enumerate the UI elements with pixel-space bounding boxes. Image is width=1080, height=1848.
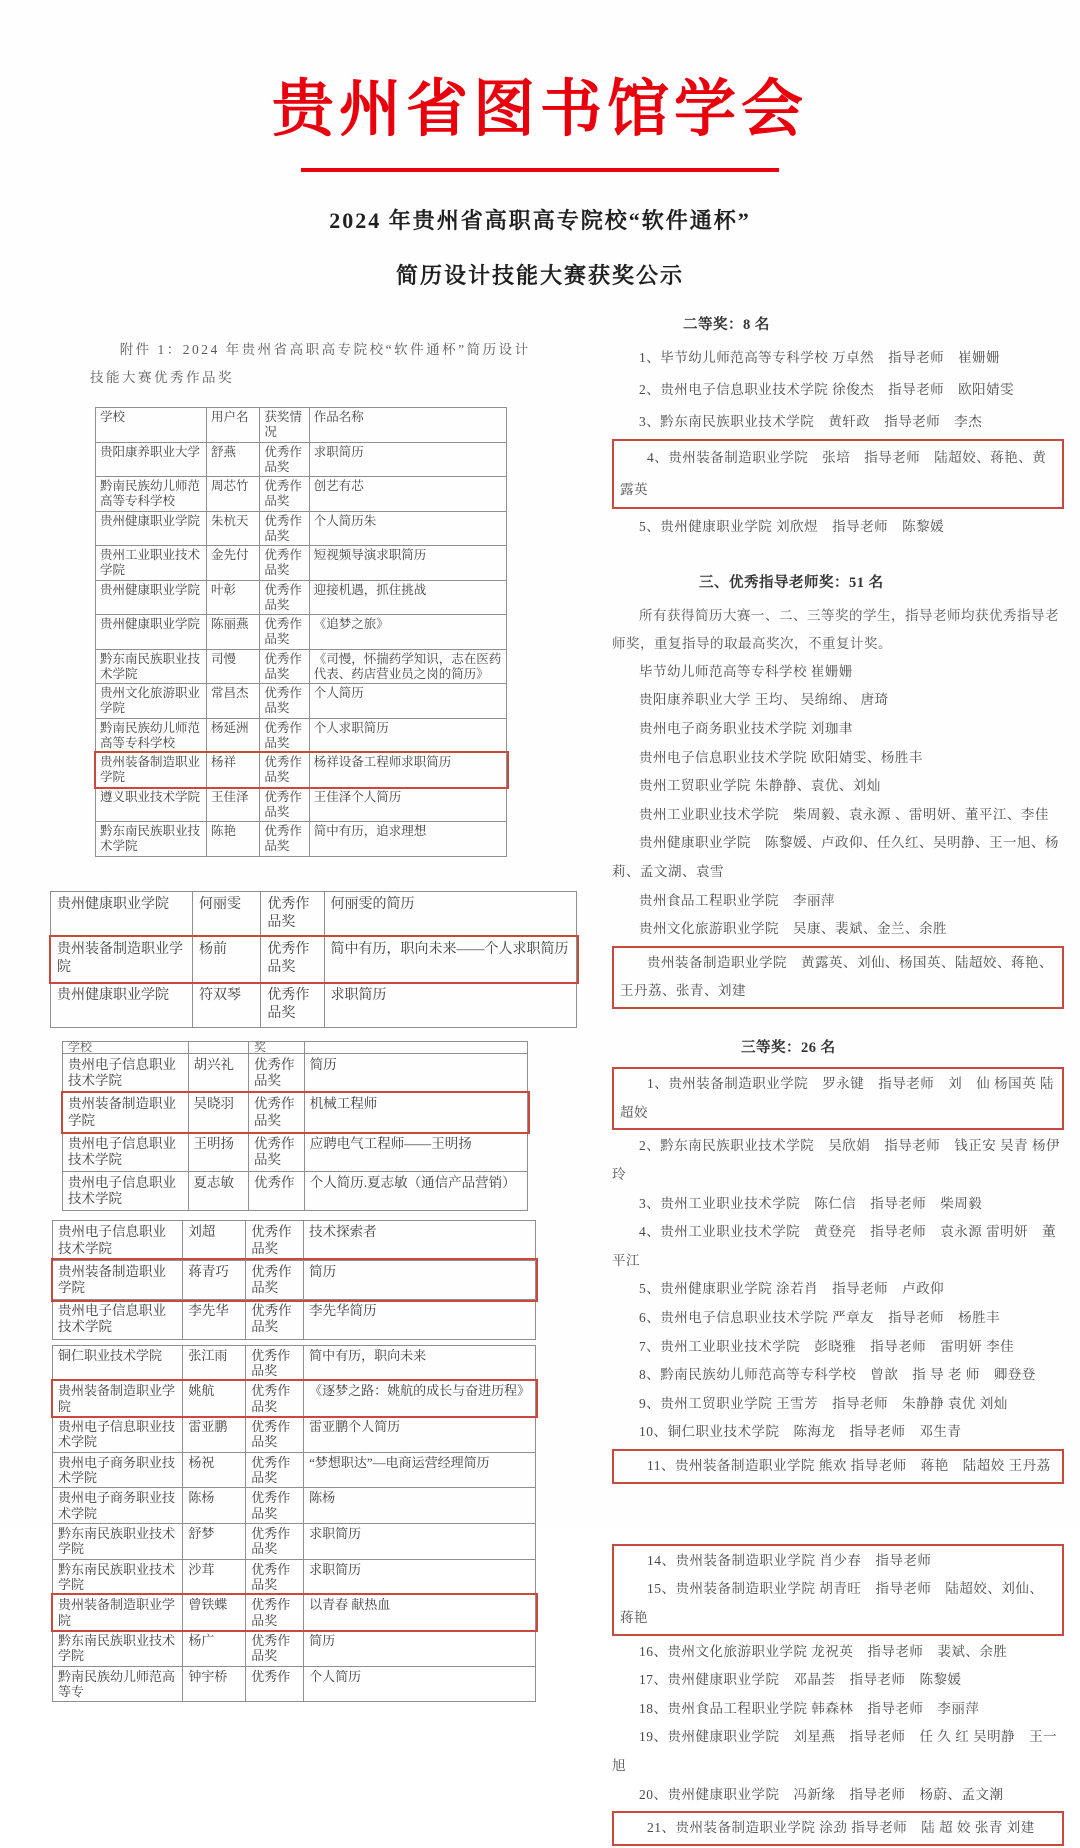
cell-school: 黔东南民族职业技术学院 <box>96 649 207 684</box>
table-row <box>96 442 507 477</box>
cell-username: 姚航 <box>183 1381 246 1417</box>
second-prize-item: 1、毕节幼儿师范高等专科学校 万卓然 指导老师 崔姗姗 <box>639 350 1001 366</box>
cell-work: 个人简历.夏志敏（通信产品营销） <box>304 1172 527 1211</box>
cell-award: 优秀作品奖 <box>246 1630 304 1666</box>
cell-award: 优秀作品奖 <box>260 511 309 546</box>
table-row <box>53 1416 536 1452</box>
table-row <box>53 1452 536 1488</box>
cell-username: 金先付 <box>206 546 259 581</box>
cell-school: 黔东南民族职业技术学院 <box>53 1523 183 1559</box>
cell-school: 铜仁职业技术学院 <box>53 1345 183 1381</box>
cell-work: 简中有历，职向未来——个人求职简历 <box>324 937 577 982</box>
third-prize-item: 15、贵州装备制造职业学院 胡青旺 指导老师 陆超姣、刘仙、蒋艳 <box>620 1581 1044 1625</box>
third-prize-item: 8、黔南民族幼儿师范高等专科学校 曾歆 指 导 老 师 卿登登 <box>639 1367 1036 1383</box>
cell-username: 李先华 <box>183 1300 246 1339</box>
second-prize-item: 4、贵州装备制造职业学院 张培 指导老师 陆超姣、蒋艳、黄露英 <box>620 450 1047 497</box>
cell-school: 贵州装备制造职业学院 <box>53 1595 183 1631</box>
document-title-line2: 简历设计技能大赛获奖公示 <box>395 263 684 289</box>
third-prize-item: 17、贵州健康职业学院 邓晶荟 指导老师 陈黎媛 <box>639 1672 962 1688</box>
cell-work: 个人求职简历 <box>309 718 506 753</box>
cell-school: 贵州健康职业学院 <box>96 615 207 650</box>
cell-work: 求职简历 <box>309 442 506 477</box>
awards-table-2 <box>50 891 593 1028</box>
awards-table <box>95 407 507 857</box>
cell-username: 符双琴 <box>193 982 261 1027</box>
cell-award: 优秀作品奖 <box>246 1300 304 1339</box>
cell-username: 王佳泽 <box>206 787 259 822</box>
second-prize-list <box>612 342 1064 542</box>
cell-username: 胡兴礼 <box>188 1053 248 1092</box>
cell-username: 杨祥 <box>206 753 259 788</box>
cell-username: 张江雨 <box>183 1345 246 1381</box>
cell-work: 应聘电气工程师——王明扬 <box>304 1132 527 1171</box>
cell-school: 贵阳康养职业大学 <box>96 442 207 477</box>
blank-gap <box>612 1486 1064 1542</box>
cell-award: 优秀作品奖 <box>246 1595 304 1631</box>
cell-work: 《追梦之旅》 <box>309 615 506 650</box>
third-prize-item: 10、铜仁职业技术学院 陈海龙 指导老师 邓生青 <box>639 1424 962 1440</box>
cell-work: 机械工程师 <box>304 1093 527 1132</box>
cell-award: 优秀作品奖 <box>246 1345 304 1381</box>
cell-work: 陈杨 <box>304 1488 536 1524</box>
cell-school: 黔南民族幼儿师范高等专科学校 <box>96 477 207 512</box>
table-row <box>53 1488 536 1524</box>
table-row <box>53 1559 536 1595</box>
table-row <box>51 891 577 936</box>
instructor-award-entry: 贵州电子信息职业技术学院 欧阳婧雯、杨胜丰 <box>639 749 923 765</box>
cell-award: 奖 <box>248 1041 304 1053</box>
table-row <box>96 684 507 719</box>
instructor-award-entry: 贵州电子商务职业技术学院 刘珈聿 <box>639 721 853 736</box>
table-row <box>96 753 507 788</box>
cell-username: 陈杨 <box>183 1488 246 1524</box>
cell-school: 贵州电子信息职业技术学院 <box>53 1221 183 1260</box>
cell-work: 《逐梦之路：姚航的成长与奋进历程》 <box>304 1381 536 1417</box>
instructor-award-entry: 贵州装备制造职业学院 黄露英、刘仙、杨国英、陆超姣、蒋艳、王丹荔、张青、刘建 <box>620 954 1053 999</box>
cell-school: 贵州电子信息职业技术学院 <box>53 1416 183 1452</box>
cell-award: 优秀作品奖 <box>260 649 309 684</box>
cell-work: 何丽雯的简历 <box>324 891 577 936</box>
third-prize-list <box>612 1067 1064 1846</box>
cell-award: 优秀作品奖 <box>246 1381 304 1417</box>
third-prize-item: 6、贵州电子信息职业技术学院 严章友 指导老师 杨胜丰 <box>639 1310 1001 1326</box>
table-row <box>63 1053 528 1092</box>
cell-username: 王明扬 <box>188 1132 248 1171</box>
cell-award: 优秀作品奖 <box>246 1559 304 1595</box>
instructor-award-list <box>612 658 1064 1009</box>
cell-username: 陈艳 <box>206 822 259 857</box>
third-prize-item: 18、贵州食品工程职业学院 韩森林 指导老师 李丽萍 <box>639 1700 980 1716</box>
cell-award: 优秀作品奖 <box>261 891 324 936</box>
cell-award: 优秀作品奖 <box>248 1053 304 1092</box>
attachment-caption: 附件 1：2024 年贵州省高职高专院校“软件通杯”简历设计技能大赛优秀作品奖 <box>90 342 531 385</box>
cell-username: 沙茸 <box>183 1559 246 1595</box>
third-prize-item: 19、贵州健康职业学院 刘星燕 指导老师 任 久 红 吴明静 王一旭 <box>612 1729 1058 1773</box>
third-prize-item: 11、贵州装备制造职业学院 熊欢 指导老师 蒋艳 陆超姣 王丹荔 <box>647 1458 1051 1474</box>
cell-work: 以青春 献热血 <box>304 1595 536 1631</box>
table-row <box>63 1132 528 1171</box>
cell-award: 优秀作品奖 <box>261 937 324 982</box>
cell-username: 杨广 <box>183 1630 246 1666</box>
cell-username: 刘超 <box>183 1221 246 1260</box>
cell-school: 学校 <box>63 1041 189 1053</box>
third-prize-heading: 三等奖：26 名 <box>741 1040 836 1057</box>
awards-table-3 <box>62 1041 593 1212</box>
column-header: 学校 <box>96 408 207 443</box>
cell-school: 贵州装备制造职业学院 <box>96 753 207 788</box>
third-prize-item: 5、贵州健康职业学院 涂若肖 指导老师 卢政仰 <box>639 1281 945 1297</box>
cell-award: 优秀作 <box>246 1666 304 1702</box>
cell-work: 雷亚鹏个人简历 <box>304 1416 536 1452</box>
third-prize-item: 21、贵州装备制造职业学院 涂劲 指导老师 陆 超 姣 张青 刘建 <box>647 1820 1035 1836</box>
cell-school: 贵州健康职业学院 <box>51 891 193 936</box>
cell-award: 优秀作品奖 <box>260 822 309 857</box>
left-column <box>45 336 593 1702</box>
cell-username: 杨祝 <box>183 1452 246 1488</box>
third-prize-item: 1、贵州装备制造职业学院 罗永键 指导老师 刘 仙 杨国英 陆超姣 <box>620 1076 1054 1120</box>
cell-award: 优秀作品奖 <box>248 1093 304 1132</box>
instructor-award-entry: 贵州文化旅游职业学院 吴康、裴斌、金兰、余胜 <box>639 921 947 937</box>
cell-award: 优秀作品奖 <box>260 580 309 615</box>
cell-award: 优秀作品奖 <box>261 982 324 1027</box>
instructor-award-entry: 贵州工贸职业学院 朱静静、袁优、刘灿 <box>639 778 881 794</box>
cell-username: 夏志敏 <box>188 1172 248 1211</box>
cell-work: 短视频导演求职简历 <box>309 546 506 581</box>
highlight-box <box>612 946 1064 1009</box>
highlight-box <box>612 1449 1064 1484</box>
cell-work: 迎接机遇，抓住挑战 <box>309 580 506 615</box>
column-header: 获奖情况 <box>260 408 309 443</box>
cell-work <box>304 1041 527 1053</box>
table-row <box>53 1260 536 1299</box>
third-prize-item: 3、贵州工业职业技术学院 陈仁信 指导老师 柴周毅 <box>639 1195 983 1211</box>
cell-username: 雷亚鹏 <box>183 1416 246 1452</box>
cell-award: 优秀作品奖 <box>246 1260 304 1299</box>
cell-work: 个人简历朱 <box>309 511 506 546</box>
cell-work: 个人简历 <box>309 684 506 719</box>
cell-award: 优秀作品奖 <box>260 615 309 650</box>
cell-award: 优秀作品奖 <box>260 684 309 719</box>
table-row <box>96 511 507 546</box>
table-row <box>63 1093 528 1132</box>
cell-username: 司慢 <box>206 649 259 684</box>
cell-username: 周芯竹 <box>206 477 259 512</box>
cell-school: 贵州健康职业学院 <box>96 580 207 615</box>
cell-username: 常昌杰 <box>206 684 259 719</box>
second-prize-item: 2、贵州电子信息职业技术学院 徐俊杰 指导老师 欧阳婧雯 <box>639 381 1015 397</box>
cell-username: 杨前 <box>193 937 261 982</box>
cell-award: 优秀作品奖 <box>246 1416 304 1452</box>
table-row <box>96 787 507 822</box>
cell-school: 贵州电子信息职业技术学院 <box>53 1300 183 1339</box>
awards-table <box>62 1041 528 1212</box>
table-row <box>96 477 507 512</box>
cell-award: 优秀作品奖 <box>246 1452 304 1488</box>
cell-username: 何丽雯 <box>193 891 261 936</box>
cell-award: 优秀作品奖 <box>248 1132 304 1171</box>
instructor-award-entry: 毕节幼儿师范高等专科学校 崔姗姗 <box>639 663 853 679</box>
cell-school: 贵州电子信息职业技术学院 <box>63 1053 189 1092</box>
second-prize-heading: 二等奖：8 名 <box>683 317 770 333</box>
table-row <box>53 1381 536 1417</box>
cell-school: 贵州电子商务职业技术学院 <box>53 1452 183 1488</box>
table-row <box>53 1666 536 1702</box>
highlight-box <box>612 1067 1064 1130</box>
cell-school: 黔东南民族职业技术学院 <box>96 822 207 857</box>
cell-work: 简中有历，追求理想 <box>309 822 506 857</box>
cell-award: 优秀作品奖 <box>260 787 309 822</box>
cell-username: 曾铁蝶 <box>183 1595 246 1631</box>
cell-award: 优秀作品奖 <box>260 718 309 753</box>
awards-table <box>52 1220 536 1339</box>
table-row <box>96 718 507 753</box>
highlight-box <box>612 1811 1064 1846</box>
cell-work: 求职简历 <box>304 1559 536 1595</box>
cell-school: 贵州装备制造职业学院 <box>63 1093 189 1132</box>
document-title-line1: 2024 年贵州省高职高专院校“软件通杯” <box>329 208 751 234</box>
table-row <box>53 1630 536 1666</box>
instructor-award-entry: 贵州工业职业技术学院 柴周毅、袁永源 、雷明妍、董平江、李佳 <box>639 806 1049 822</box>
third-prize-item: 20、贵州健康职业学院 冯新缘 指导老师 杨蔚、孟文潮 <box>639 1786 1004 1802</box>
cell-work: 求职简历 <box>324 982 577 1027</box>
cell-award: 优秀作品奖 <box>260 442 309 477</box>
instructor-award-heading: 三、优秀指导老师奖：51 名 <box>699 575 884 592</box>
cell-school: 贵州文化旅游职业学院 <box>96 684 207 719</box>
cell-username: 叶彰 <box>206 580 259 615</box>
third-prize-item: 2、黔东南民族职业技术学院 吴欣娟 指导老师 钱正安 吴青 杨伊玲 <box>612 1138 1060 1182</box>
cell-award: 优秀作品奖 <box>260 546 309 581</box>
second-prize-item: 3、黔东南民族职业技术学院 黄轩政 指导老师 李杰 <box>639 413 983 429</box>
column-header: 用户名 <box>206 408 259 443</box>
right-column <box>612 308 1064 1848</box>
table-row <box>96 580 507 615</box>
cell-work: 简中有历，职向未来 <box>304 1345 536 1381</box>
cell-school: 贵州工业职业技术学院 <box>96 546 207 581</box>
cell-award: 优秀作 <box>248 1172 304 1211</box>
cell-school: 黔南民族幼儿师范高等专 <box>53 1666 183 1702</box>
society-title: 贵州省图书馆学会 <box>271 76 808 144</box>
cell-username: 吴晓羽 <box>188 1093 248 1132</box>
awards-table-4 <box>52 1220 593 1339</box>
cell-award: 优秀作品奖 <box>260 477 309 512</box>
table-row <box>53 1595 536 1631</box>
cell-work: 简历 <box>304 1260 536 1299</box>
instructor-award-entry: 贵阳康养职业大学 王均、 吴绵绵、 唐琦 <box>639 692 889 708</box>
cell-username: 舒梦 <box>183 1523 246 1559</box>
cell-school: 黔东南民族职业技术学院 <box>53 1559 183 1595</box>
cell-work: 李先华简历 <box>304 1300 536 1339</box>
cell-award: 优秀作品奖 <box>246 1488 304 1524</box>
cell-school: 贵州装备制造职业学院 <box>53 1381 183 1417</box>
cell-username: 朱杭天 <box>206 511 259 546</box>
cell-work: 简历 <box>304 1630 536 1666</box>
column-header: 作品名称 <box>309 408 506 443</box>
table-header-row <box>96 408 507 443</box>
table-row <box>53 1221 536 1260</box>
instructor-award-intro: 所有获得简历大赛一、二、三等奖的学生，指导老师均获优秀指导老师奖，重复指导的取最高奖次，不重复计奖。 <box>612 608 1059 652</box>
cell-work: 杨祥设备工程师求职简历 <box>309 753 506 788</box>
cell-work: 个人简历 <box>304 1666 536 1702</box>
red-divider-line <box>301 168 779 172</box>
cell-work: 王佳泽个人简历 <box>309 787 506 822</box>
awards-table <box>50 891 577 1028</box>
cell-username: 蒋青巧 <box>183 1260 246 1299</box>
table-row <box>51 982 577 1027</box>
cell-work: “梦想职达”—电商运营经理简历 <box>304 1452 536 1488</box>
table-row <box>96 649 507 684</box>
awards-table-1 <box>95 407 593 857</box>
third-prize-item: 7、贵州工业职业技术学院 彭晓雅 指导老师 雷明妍 李佳 <box>639 1338 1015 1354</box>
cell-work: 技术探索者 <box>304 1221 536 1260</box>
cell-award: 优秀作品奖 <box>260 753 309 788</box>
instructor-award-entry: 贵州食品工程职业学院 李丽萍 <box>639 892 835 908</box>
instructor-award-entry: 贵州健康职业学院 陈黎媛、卢政仰、任久红、吴明静、王一旭、杨莉、孟文湖、袁雪 <box>612 835 1059 880</box>
table-row <box>53 1300 536 1339</box>
table-row <box>96 822 507 857</box>
cell-award: 优秀作品奖 <box>246 1523 304 1559</box>
cell-work: 创艺有芯 <box>309 477 506 512</box>
table-row <box>96 615 507 650</box>
cell-school: 贵州电子信息职业技术学院 <box>63 1172 189 1211</box>
cell-school: 贵州电子商务职业技术学院 <box>53 1488 183 1524</box>
table-row <box>96 546 507 581</box>
cell-username: 钟宇桥 <box>183 1666 246 1702</box>
table-row <box>53 1345 536 1381</box>
awards-table <box>52 1345 536 1703</box>
cell-username: 陈丽燕 <box>206 615 259 650</box>
cell-school: 贵州装备制造职业学院 <box>53 1260 183 1299</box>
third-prize-item: 9、贵州工贸职业学院 王雪芳 指导老师 朱静静 袁优 刘灿 <box>639 1395 1008 1411</box>
cell-school: 黔东南民族职业技术学院 <box>53 1630 183 1666</box>
awards-table-5 <box>52 1345 593 1703</box>
cell-username <box>188 1041 248 1053</box>
second-prize-item: 5、贵州健康职业学院 刘欣煜 指导老师 陈黎媛 <box>639 518 945 534</box>
cell-school: 遵义职业技术学院 <box>96 787 207 822</box>
third-prize-item: 4、贵州工业职业技术学院 黄登亮 指导老师 袁永源 雷明妍 董平江 <box>612 1224 1057 1268</box>
table-row <box>53 1523 536 1559</box>
cell-school: 贵州健康职业学院 <box>51 982 193 1027</box>
table-row <box>63 1041 528 1053</box>
cell-school: 贵州健康职业学院 <box>96 511 207 546</box>
table-row <box>51 937 577 982</box>
cell-work: 《司慢，怀揣药学知识，志在医药代表、药店营业员之岗的简历》 <box>309 649 506 684</box>
cell-username: 舒燕 <box>206 442 259 477</box>
cell-award: 优秀作品奖 <box>246 1221 304 1260</box>
highlight-box <box>612 439 1064 508</box>
table-row <box>63 1172 528 1211</box>
cell-school: 贵州装备制造职业学院 <box>51 937 193 982</box>
cell-work: 求职简历 <box>304 1523 536 1559</box>
cell-username: 杨延洲 <box>206 718 259 753</box>
third-prize-item: 16、贵州文化旅游职业学院 龙祝英 指导老师 裴斌、余胜 <box>639 1643 1008 1659</box>
cell-school: 贵州电子信息职业技术学院 <box>63 1132 189 1171</box>
cell-work: 简历 <box>304 1053 527 1092</box>
cell-school: 黔南民族幼儿师范高等专科学校 <box>96 718 207 753</box>
highlight-box <box>612 1544 1064 1636</box>
third-prize-item: 14、贵州装备制造职业学院 肖少春 指导老师 <box>647 1552 932 1568</box>
